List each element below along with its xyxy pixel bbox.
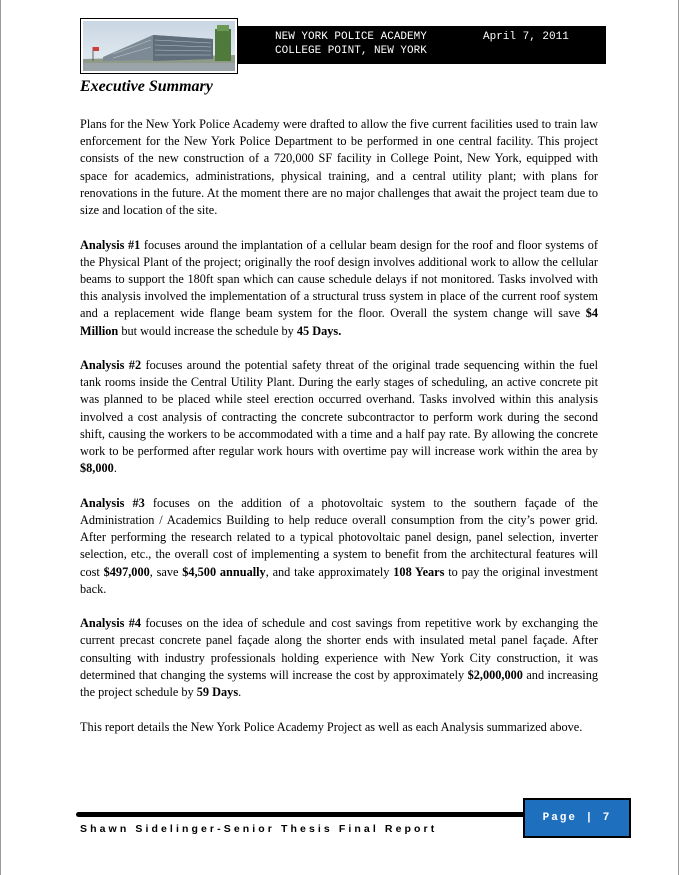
analysis-4-text: focuses on the idea of schedule and cost savings from repetitive work by exchanging the current precast concrete panel façade along the shorter ends with insulated metal panel façade. After consulting with industry professionals holding experience with New York City construction, it was determined that changing the systems will increase the cost by approximately xyxy=(80,616,598,682)
analysis-3-savings: $4,500 annually xyxy=(182,564,266,579)
analysis-3-label: Analysis #3 xyxy=(80,495,145,510)
footer-rule xyxy=(76,812,528,817)
header-text xyxy=(275,26,606,64)
header-project-name: NEW YORK POLICE ACADEMY xyxy=(275,31,427,43)
analysis-2-label: Analysis #2 xyxy=(80,358,142,373)
analysis-4-text-b: and increasing the project schedule by xyxy=(80,667,599,700)
analysis-3-text-c: , and take approximately xyxy=(265,564,394,579)
building-rendering-image xyxy=(83,21,235,71)
analysis-3-text-b: , save xyxy=(149,564,183,579)
analysis-3-cost: $497,000 xyxy=(103,564,150,579)
analysis-3-text: focuses on the addition of a photovoltaic system to the southern façade of the Administration / Academics Building to help reduce overall consumption from the city’s power grid. After performing the research related to a typical photovoltaic panel design, panel selection, inverter selection, etc., the overall cost of implementing a system to benefit from the architectural features will cost xyxy=(80,495,598,579)
analysis-1-text: focuses around the implantation of a cellular beam design for the roof and floor systems of the Physical Plant of the project; originally the roof design involves additional work to allow the cellular beams to support the 180ft span which can cause schedule delays if not monitored. Tasks involved with this analysis involved the implementation of a structural truss system in place of the current roof system and a replacement wide flange beam system for the floor. Overall the system change will save xyxy=(80,237,598,321)
analysis-2-text: focuses around the potential safety threat of the original trade sequencing within the fuel tank rooms inside the Central Utility Plant. During the early stages of scheduling, an active concrete pit was planned to be placed while steel erection occurred overhand. Tasks involved within this analysis involved a cost analysis of contracting the concrete subcontractor to perform work during the second shift, causing the workers to be accommodated with a time and a half pay rate. By allowing the concrete work to be performed after regular work hours with overtime pay will increase work within the area by xyxy=(80,358,598,459)
closing-paragraph: This report details the New York Police Academy Project as well as each Analysis summarized above. xyxy=(80,719,583,734)
analysis-3-payback: 108 Years xyxy=(393,564,445,579)
analysis-2-paragraph xyxy=(80,357,598,477)
page-number-label: Page | 7 xyxy=(542,812,612,824)
header-building-image xyxy=(80,18,238,74)
intro-paragraph: Plans for the New York Police Academy were drafted to allow the five current facilities used to train law enforcement for the New York Police Department to be performed in one central facility. This project consists of the new construction of a 720,000 SF facility in College Point, New York, equipped with space for academics, administrations, physical training, and a central utility plant; with plans for renovations in the future. At the moment there are no major challenges that await the project team due to size and location of the site. xyxy=(80,117,598,218)
footer-author: Shawn Sidelinger-Senior Thesis Final Report xyxy=(80,823,438,835)
header-location: COLLEGE POINT, NEW YORK xyxy=(275,45,427,57)
analysis-4-paragraph xyxy=(80,615,598,701)
section-title: Executive Summary xyxy=(80,78,213,95)
analysis-4-text-c: . xyxy=(238,685,242,700)
analysis-3-paragraph xyxy=(80,495,598,598)
page-edge-left xyxy=(0,0,1,875)
analysis-1-paragraph xyxy=(80,237,598,340)
analysis-4-cost: $2,000,000 xyxy=(467,667,523,682)
analysis-4-label: Analysis #4 xyxy=(80,616,142,631)
analysis-2-text-b: . xyxy=(113,461,117,476)
analysis-1-text-b: but would increase the schedule by xyxy=(118,323,297,338)
analysis-1-savings: $4 Million xyxy=(80,306,598,338)
analysis-2-cost: $8,000 xyxy=(80,461,114,476)
analysis-4-schedule: 59 Days xyxy=(196,685,239,700)
analysis-1-label: Analysis #1 xyxy=(80,237,141,252)
analysis-1-schedule: 45 Days. xyxy=(296,323,342,338)
page-number-box xyxy=(523,798,631,838)
analysis-3-text-d: to pay the original investment back. xyxy=(80,564,599,596)
document-body xyxy=(80,116,598,753)
header-date: April 7, 2011 xyxy=(483,31,569,43)
